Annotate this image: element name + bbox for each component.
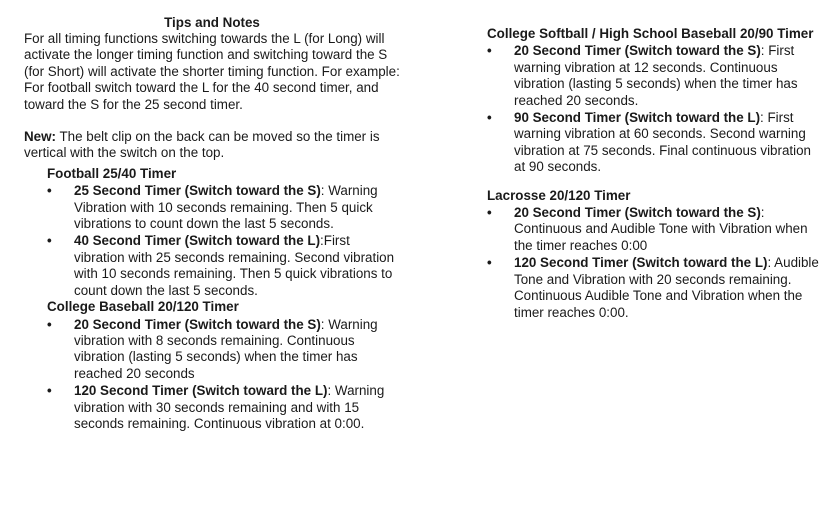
item-bold-label: 20 Second Timer (Switch toward the S)	[514, 205, 761, 221]
list-item	[487, 43, 819, 109]
right-column	[487, 0, 819, 321]
bullet-icon: •	[47, 316, 52, 332]
college-baseball-section	[24, 299, 400, 432]
item-text: : Warning vibration with 8 seconds remaining. Continuous vibration (lasting 5 seconds) when the timer has reached 20 seconds	[74, 316, 378, 381]
bullet-icon: •	[47, 383, 52, 399]
list-item	[47, 383, 400, 432]
item-bold-label: 20 Second Timer (Switch toward the S)	[514, 43, 761, 59]
football-section	[24, 162, 400, 299]
lacrosse-section	[487, 176, 819, 321]
item-text: : Audible Tone and Vibration with 20 seconds remaining. Continuous Audible Tone and Vibration when the timer reaches 0:00.	[514, 255, 819, 320]
item-text: : Continuous and Audible Tone with Vibration when the timer reaches 0:00	[514, 205, 808, 253]
left-column	[24, 0, 400, 432]
section-heading: College Softball / High School Baseball 20/90 Timer	[487, 26, 814, 41]
item-bold-label: 120 Second Timer (Switch toward the L)	[74, 383, 328, 399]
item-text: :First vibration with 25 seconds remaining. Second vibration with 10 seconds remaining. Then 5 quick vibrations to count down the last 5 seconds.	[74, 233, 395, 298]
new-note-label: New:	[24, 129, 56, 145]
item-bold-label: 120 Second Timer (Switch toward the L)	[514, 255, 768, 271]
lacrosse-bullet-list	[487, 205, 819, 321]
bullet-icon: •	[487, 110, 492, 126]
section-heading: Lacrosse 20/120 Timer	[487, 187, 631, 203]
softball-bullet-list	[487, 43, 819, 175]
item-bold-label: 90 Second Timer (Switch toward the L)	[514, 110, 761, 126]
football-bullet-list	[47, 183, 400, 299]
bullet-icon: •	[47, 233, 52, 249]
item-text: : Warning Vibration with 10 seconds remaining. Then 5 quick vibrations to count down the last 5 seconds.	[74, 183, 378, 232]
intro-paragraph: For all timing functions switching towards the L (for Long) will activate the longer timing function and switching toward the S (for Short) will activate the shorter timing function. For example: For football switch toward the L for the 40 second timer, and toward the S for the 25 second timer.	[24, 31, 400, 112]
item-text: : First warning vibration at 12 seconds. Continuous vibration (lasting 5 seconds) when the timer has reached 20 seconds.	[514, 43, 798, 108]
bullet-icon: •	[47, 183, 52, 199]
list-item	[487, 110, 819, 176]
bullet-icon: •	[487, 43, 492, 59]
paragraph-spacer	[24, 113, 400, 129]
new-note-text: The belt clip on the back can be moved so the timer is vertical with the switch on the top.	[24, 129, 380, 161]
list-item	[47, 317, 400, 383]
item-text: : First warning vibration at 60 seconds. Second warning vibration at 75 seconds. Final continuous vibration at 90 seconds.	[514, 110, 812, 175]
list-item	[47, 233, 400, 299]
bullet-icon: •	[487, 205, 492, 221]
page-title: Tips and Notes	[164, 15, 260, 30]
list-item	[47, 183, 400, 232]
list-item	[487, 255, 819, 321]
item-text: : Warning vibration with 30 seconds remaining and with 15 seconds remaining. Continuous vibration at 0:00.	[74, 383, 385, 431]
item-bold-label: 40 Second Timer (Switch toward the L)	[74, 233, 321, 249]
item-bold-label: 25 Second Timer (Switch toward the S)	[74, 183, 321, 199]
softball-section	[487, 0, 819, 176]
list-item	[487, 205, 819, 254]
college-baseball-bullet-list	[47, 317, 400, 433]
item-bold-label: 20 Second Timer (Switch toward the S)	[74, 316, 321, 332]
new-note-paragraph	[24, 129, 400, 162]
section-heading: College Baseball 20/120 Timer	[47, 299, 239, 315]
section-heading: Football 25/40 Timer	[47, 165, 177, 181]
bullet-icon: •	[487, 255, 492, 271]
